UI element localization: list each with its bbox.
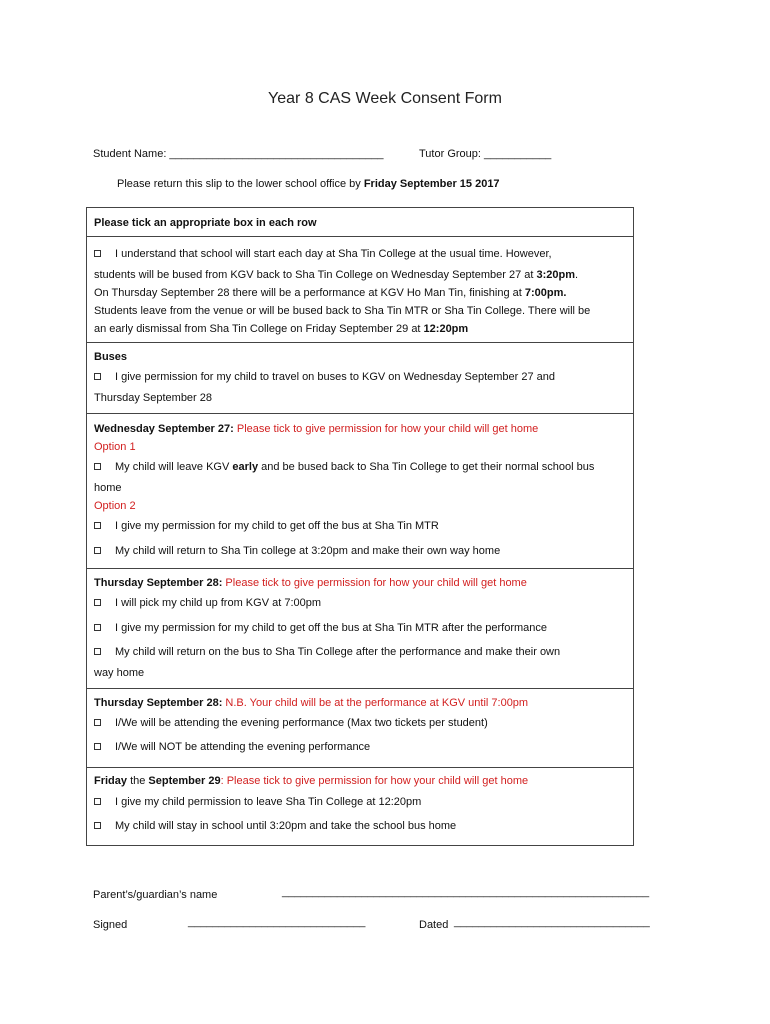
wednesday-option-own-way <box>94 542 626 560</box>
intro-row <box>86 237 634 343</box>
intro-line-2-end: . <box>575 269 579 281</box>
buses-option-label-cont: Thursday September 28 <box>94 392 213 404</box>
thursday-attendance-heading-note: N.B. Your child will be at the performance at KGV until 7:00pm <box>222 697 529 709</box>
return-note-text: Please return this slip to the lower school office by <box>117 178 364 190</box>
date-field[interactable]: ________________________________ <box>454 916 650 928</box>
intro-time-1: 3:20pm <box>536 269 576 281</box>
friday-option-leave <box>94 793 626 811</box>
thursday-option-not-attending <box>94 738 626 756</box>
wednesday-row <box>86 414 634 569</box>
thursday-pickup-row <box>86 569 634 689</box>
friday-stay-checkbox[interactable] <box>94 822 101 829</box>
friday-heading-the: the <box>127 775 149 787</box>
wednesday-early-text: My child will leave KGV <box>115 461 233 473</box>
intro-line-1: I understand that school will start each day at Sha Tin College at the usual time. However, <box>115 248 552 260</box>
thursday-pickup-heading <box>94 574 626 592</box>
thursday-attendance-row <box>86 689 634 768</box>
attending-label: I/We will be attending the evening performance (Max two tickets per student) <box>115 717 488 729</box>
wednesday-early-label <box>115 458 594 476</box>
thursday-bus-label: My child will return on the bus to Sha Tin College after the performance and make their own <box>115 646 561 658</box>
parent-name-label: Parent’s/guardian’s name <box>93 889 218 901</box>
buses-row <box>86 343 634 414</box>
wednesday-own-way-checkbox[interactable] <box>94 547 101 554</box>
page-title: Year 8 CAS Week Consent Form <box>268 90 502 107</box>
tutor-group-field[interactable]: Tutor Group: ___________ <box>419 148 552 160</box>
friday-heading-day: Friday <box>94 775 128 787</box>
buses-checkbox[interactable] <box>94 373 101 380</box>
buses-option <box>94 368 626 386</box>
friday-leave-checkbox[interactable] <box>94 798 101 805</box>
thursday-attendance-heading-date: Thursday September 28: <box>94 697 223 709</box>
intro-line-4: Students leave from the venue or will be bused back to Sha Tin MTR or Sha Tin College. There will be <box>94 305 591 317</box>
thursday-bus-checkbox[interactable] <box>94 648 101 655</box>
thursday-option-bus <box>94 643 626 661</box>
student-tutor-line <box>93 148 693 160</box>
dated-label: Dated <box>419 919 449 931</box>
intro-line-5-text: an early dismissal from Sha Tin College on Friday September 29 at <box>94 323 424 335</box>
buses-option-label: I give permission for my child to travel on buses to KGV on Wednesday September 27 and <box>115 371 556 383</box>
wednesday-option-2-label: Option 2 <box>94 500 136 512</box>
return-deadline: Friday September 15 2017 <box>363 178 500 190</box>
wednesday-option-1-label: Option 1 <box>94 441 136 453</box>
intro-option <box>94 245 626 263</box>
signed-label: Signed <box>93 919 128 931</box>
friday-leave-label: I give my child permission to leave Sha Tin College at 12:20pm <box>115 796 422 808</box>
thursday-pickup-label: I will pick my child up from KGV at 7:00pm <box>115 597 322 609</box>
friday-row <box>86 768 634 846</box>
friday-heading <box>94 772 626 790</box>
buses-heading: Buses <box>94 351 128 363</box>
thursday-pickup-checkbox[interactable] <box>94 599 101 606</box>
friday-option-stay <box>94 817 626 835</box>
wednesday-own-way-label: My child will return to Sha Tin college at 3:20pm and make their own way home <box>115 545 501 557</box>
thursday-attendance-heading <box>94 694 626 712</box>
intro-line-2-text: students will be bused from KGV back to Sha Tin College on Wednesday September 27 at <box>94 269 537 281</box>
wednesday-early-bold: early <box>232 461 259 473</box>
wednesday-heading-date: Wednesday September 27: <box>94 423 234 435</box>
intro-time-2: 7:00pm. <box>524 287 567 299</box>
wednesday-heading-note: Please tick to give permission for how your child will get home <box>233 423 539 435</box>
intro-checkbox[interactable] <box>94 250 101 257</box>
instruction-row <box>86 207 634 237</box>
intro-line-2 <box>94 266 626 284</box>
wednesday-heading <box>94 420 626 438</box>
wednesday-option-mtr <box>94 517 626 535</box>
wednesday-early-text-cont: and be bused back to Sha Tin College to get their normal school bus <box>258 461 595 473</box>
thursday-pickup-heading-note: Please tick to give permission for how your child will get home <box>222 577 527 589</box>
wednesday-option-early <box>94 458 626 476</box>
wednesday-mtr-label: I give my permission for my child to get off the bus at Sha Tin MTR <box>115 520 439 532</box>
thursday-bus-label-cont: way home <box>94 667 145 679</box>
thursday-mtr-label: I give my permission for my child to get off the bus at Sha Tin MTR after the performance <box>115 622 548 634</box>
wednesday-early-label-end: home <box>94 482 122 494</box>
signature-field[interactable]: _____________________________ <box>188 916 366 928</box>
return-note <box>117 178 500 190</box>
intro-line-5 <box>94 320 626 338</box>
intro-line-3 <box>94 284 626 302</box>
thursday-option-attending <box>94 714 626 732</box>
friday-stay-label: My child will stay in school until 3:20pm and take the school bus home <box>115 820 457 832</box>
student-name-field[interactable]: Student Name: ___________________________________ <box>93 148 384 160</box>
instruction-text: Please tick an appropriate box in each row <box>94 217 317 229</box>
parent-name-field[interactable]: ____________________________________________________________ <box>282 886 650 898</box>
friday-heading-note: : Please tick to give permission for how your child will get home <box>220 775 529 787</box>
wednesday-early-checkbox[interactable] <box>94 463 101 470</box>
thursday-option-mtr <box>94 619 626 637</box>
wednesday-mtr-checkbox[interactable] <box>94 522 101 529</box>
attending-checkbox[interactable] <box>94 719 101 726</box>
thursday-pickup-heading-date: Thursday September 28: <box>94 577 223 589</box>
intro-line-3-text: On Thursday September 28 there will be a performance at KGV Ho Man Tin, finishing at <box>94 287 525 299</box>
not-attending-checkbox[interactable] <box>94 743 101 750</box>
thursday-mtr-checkbox[interactable] <box>94 624 101 631</box>
friday-heading-date: September 29 <box>148 775 221 787</box>
not-attending-label: I/We will NOT be attending the evening performance <box>115 741 371 753</box>
thursday-option-pickup <box>94 594 626 612</box>
intro-time-3: 12:20pm <box>423 323 469 335</box>
